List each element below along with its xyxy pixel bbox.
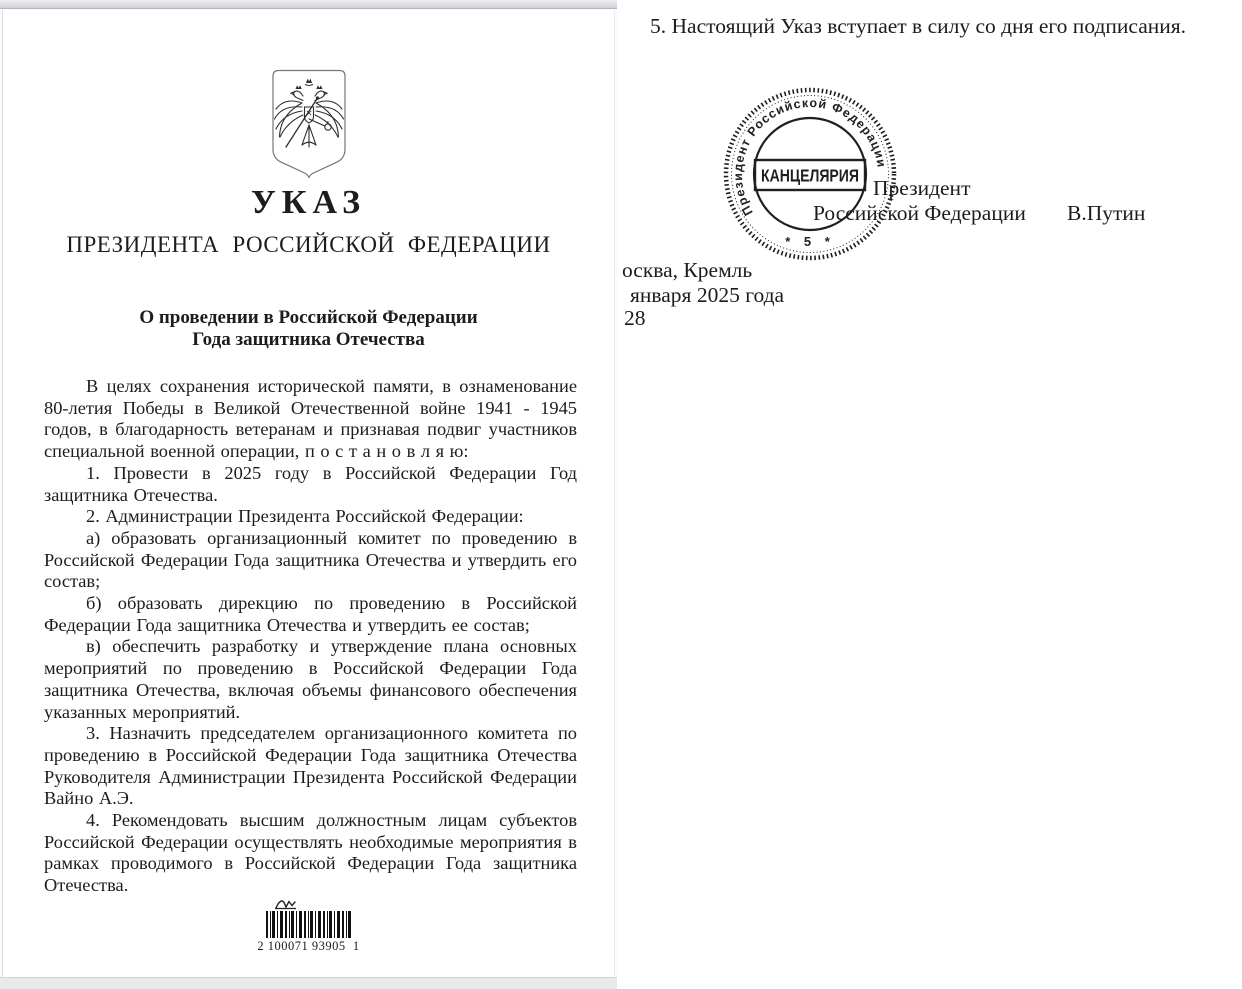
clause-5-text: 5. Настоящий Указ вступает в силу со дня его подписания. xyxy=(650,14,1187,38)
russian-coat-of-arms-icon xyxy=(265,67,353,178)
paragraph-item-2: 2. Администрации Президента Российской Федерации: xyxy=(86,506,524,527)
doc-subject-line-1: О проведении в Российской Федерации xyxy=(139,307,478,328)
decree-page-2 xyxy=(620,0,1242,989)
stamp-bottom-text: * 5 * xyxy=(785,234,835,249)
doc-subject-line-2: Года защитника Отечества xyxy=(192,328,425,350)
doc-issuer-heading: ПРЕЗИДЕНТА РОССИЙСКОЙ ФЕДЕРАЦИИ xyxy=(66,232,551,257)
paragraph-item-2v: в) обеспечить разработку и утверждение плана основных мероприятий по проведению в Российской Федерации Года защитника Отечества, включая объемы финансового обеспечения указанных мероприятий. xyxy=(44,636,577,722)
doc-type-heading: УКАЗ xyxy=(250,184,367,221)
decree-body-text xyxy=(44,376,577,897)
stamp-center-text: КАНЦЕЛЯРИЯ xyxy=(761,165,859,186)
document-viewer-pane-left xyxy=(0,0,617,989)
paragraph-item-3: 3. Назначить председателем организационного комитета по проведению в Российской Федерации Года защитника Отечества Руководителя Администрации Президента Российской Федерации Вайно А.Э. xyxy=(44,723,577,809)
viewer-top-bar xyxy=(0,0,617,9)
decree-number: 28 xyxy=(624,306,646,330)
signature-title-line-1: Президент xyxy=(873,176,971,200)
barcode-digits: 2 100071 93905 1 xyxy=(257,939,360,953)
viewer-bottom-bar xyxy=(0,977,617,989)
paragraph-preamble: В целях сохранения исторической памяти, в ознаменование 80-летия Победы в Великой Отечественной войне 1941 - 1945 годов, в благодарность ветеранам и признавая подвиг участников специальной военной операции, п о с т а н о в л я ю: xyxy=(44,376,577,462)
paragraph-item-2b: б) образовать дирекцию по проведению в Российской Федерации Года защитника Отечества и утвердить ее состав; xyxy=(44,593,577,635)
barcode-block xyxy=(3,898,614,954)
paragraph-item-1: 1. Провести в 2025 году в Российской Федерации Год защитника Отечества. xyxy=(44,462,577,505)
svg-text:Президент Российской Федерации xyxy=(731,96,889,218)
signature-name: В.Путин xyxy=(1067,201,1146,225)
paragraph-item-4: 4. Рекомендовать высшим должностным лицам субъектов Российской Федерации осуществлять необходимые мероприятия в рамках проводимого в Российской Федерации Года защитника Отечества. xyxy=(44,810,577,896)
decree-page-1 xyxy=(2,10,615,977)
signature-title-line-2: Российской Федерации xyxy=(813,201,1026,225)
stamp-ring-text: Президент Российской Федерации xyxy=(730,95,889,218)
chancellery-round-stamp xyxy=(720,84,900,264)
date-line: января 2025 года xyxy=(630,283,785,307)
handwritten-mark-icon xyxy=(274,898,300,910)
paragraph-item-2a: а) образовать организационный комитет по проведению в Российской Федерации Года защитника Отечества и утвердить его состав; xyxy=(44,527,577,592)
barcode-icon xyxy=(266,911,352,938)
place-city: осква, Кремль xyxy=(622,258,753,282)
doc-subject xyxy=(3,307,614,350)
